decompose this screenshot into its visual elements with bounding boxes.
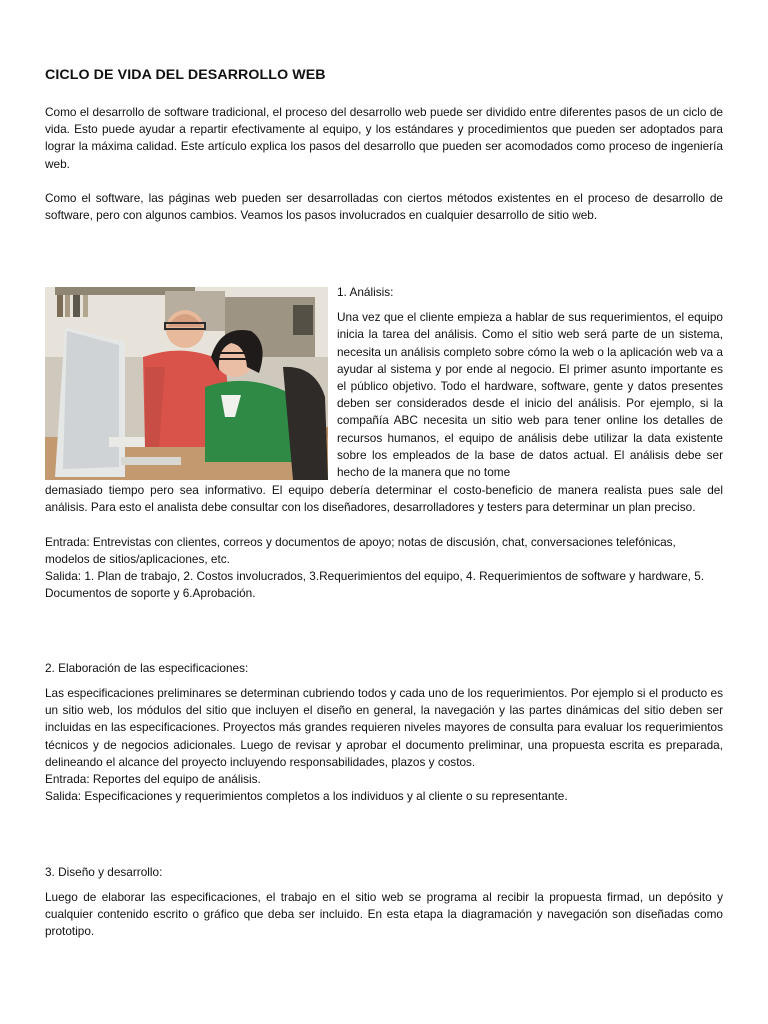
analysis-body-continued: demasiado tiempo pero sea informativo. El equipo debería determinar el costo-beneficio de manera realista pues sale del análisis. Para esto el analista debe consultar con los diseñadores, desarrolladores y testers para determinar un plan preciso. — [45, 483, 723, 515]
analysis-output: Salida: 1. Plan de trabajo, 2. Costos involucrados, 3.Requerimientos del equipo, 4. Requerimientos de software y hardware, 5. Documentos de soporte y 6.Aprobación. — [45, 569, 705, 601]
analysis-column — [337, 284, 723, 481]
specifications-heading: 2. Elaboración de las especificaciones: — [45, 661, 249, 675]
analysis-input: Entrada: Entrevistas con clientes, correos y documentos de apoyo; notas de discusión, chat, conversaciones telefónicas, modelos de sitios/aplicaciones, etc. — [45, 535, 676, 567]
intro-paragraph-2: Como el software, las páginas web pueden ser desarrolladas con ciertos métodos existentes en el proceso de desarrollo de software, pero con algunos cambios. Veamos los pasos involucrados en cualquier desarrollo de sitio web. — [45, 191, 723, 223]
analysis-body-beside-image: Una vez que el cliente empieza a hablar de sus requerimientos, el equipo inicia la tarea del análisis. Como el sitio web será parte de un sistema, necesita un análisis completo sobre cómo la web o la aplicación web va a ayudar al sistema y por ende al negocio. El primer asunto importante es el público objetivo. Todo el hardware, software, gente y datos presentes deben ser considerados desde el inicio del análisis. Por ejemplo, si la compañía ABC necesita un sitio web para tener online los detalles de recursos humanos, el equipo de análisis debe utilizar la data existente sobre los empleados de la base de datos actual. El análisis debe ser hecho de la manera que no tome — [337, 310, 723, 480]
specifications-body: Las especificaciones preliminares se determinan cubriendo todos y cada uno de los requerimientos. Por ejemplo si el producto es un sitio web, los módulos del sitio que incluyen el diseño en general, la navegación y las partes dinámicas del sitio deben ser incluidas en las especificaciones. Proyectos más grandes requieren niveles mayores de consulta para evaluar los requerimientos técnicos y de negocios adicionales. Luego de revisar y aprobar el documento preliminar, una propuesta escrita es preparada, delineando el alcance del proyecto incluyendo responsabilidades, plazos y costos. — [45, 686, 723, 769]
specifications-output: Salida: Especificaciones y requerimientos completos a los individuos y al cliente o su representante. — [45, 789, 568, 803]
design-heading: 3. Diseño y desarrollo: — [45, 865, 163, 879]
people-at-computer-illustration — [45, 287, 328, 480]
analysis-heading: 1. Análisis: — [337, 285, 394, 299]
specifications-input: Entrada: Reportes del equipo de análisis. — [45, 772, 261, 786]
design-body: Luego de elaborar las especificaciones, el trabajo en el sitio web se programa al recibir la propuesta firmad, un depósito y cualquier contenido escrito o gráfico que deba ser incluido. En esta etapa la diagramación y navegación son diseñadas como prototipo. — [45, 890, 723, 939]
intro-paragraph-1: Como el desarrollo de software tradicional, el proceso del desarrollo web puede ser dividido entre diferentes pasos de un ciclo de vida. Esto puede ayudar a repartir efectivamente al equipo, y los estándares y procedimientos que pueden ser adoptados para lograr la máxima calidad. Este artículo explica los pasos del desarrollo que pueden ser acomodados como proceso de ingeniería web. — [45, 105, 723, 171]
document-title: CICLO DE VIDA DEL DESARROLLO WEB — [45, 67, 326, 83]
office-photo — [45, 287, 328, 480]
